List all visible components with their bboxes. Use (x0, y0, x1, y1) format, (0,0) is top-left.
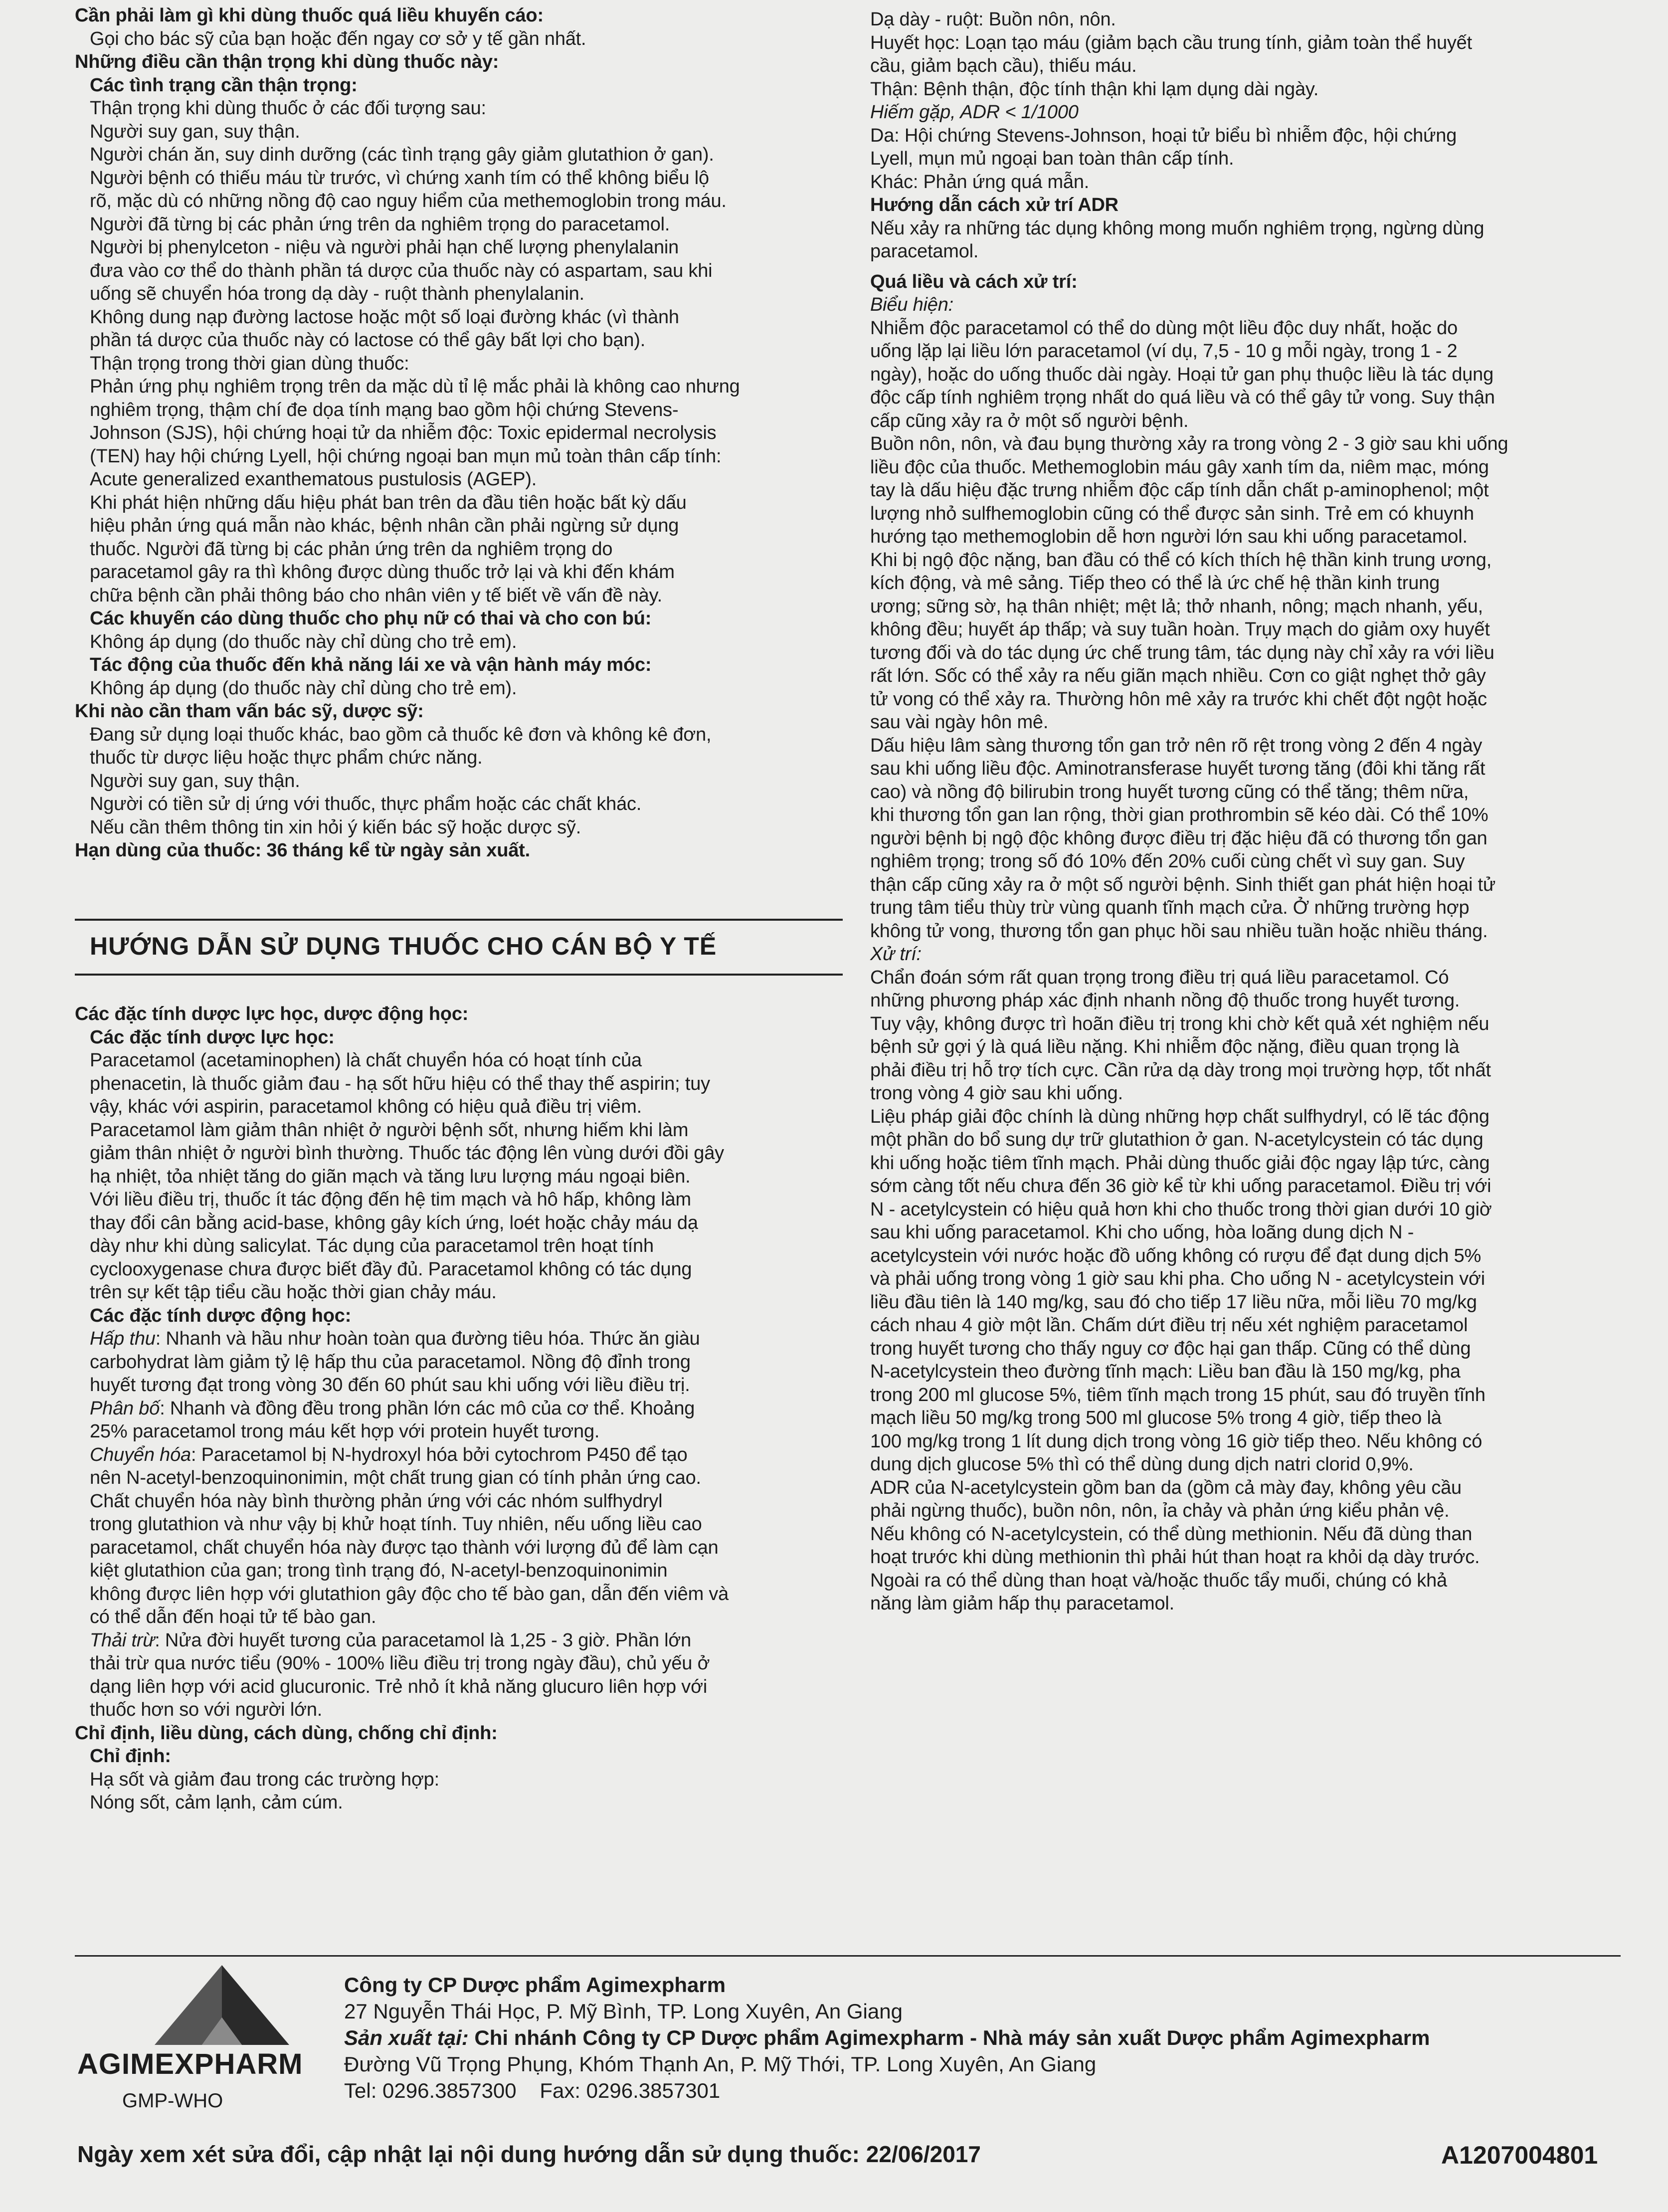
text-line: nghiêm trọng, thậm chí đe dọa tính mạng bao gồm hội chứng Stevens- (90, 399, 679, 420)
text-line (75, 1397, 695, 1420)
text-line: nghiêm trọng; trong số đó 10% đến 20% cuối cùng chết vì suy gan. Suy (870, 851, 1465, 872)
section-rule-bottom (75, 974, 843, 976)
text-line: Xử trí: (870, 944, 922, 965)
company-name: Công ty CP Dược phẩm Agimexpharm (344, 1973, 726, 1997)
text-line: Nếu xảy ra những tác dụng không mong muốn nghiêm trọng, ngừng dùng (870, 217, 1484, 239)
text-line: ADR của N-acetylcystein gồm ban da (gồm cả mày đay, không yêu cầu (870, 1477, 1462, 1498)
text-line: phải điều trị hỗ trợ tích cực. Cần rửa dạ dày trong mọi trường hợp, tốt nhất (870, 1059, 1491, 1081)
text-line: sau khi uống paracetamol. Khi cho uống, hòa loãng dung dịch N - (870, 1222, 1414, 1243)
text-line: Nếu không có N-acetylcystein, có thể dùng methionin. Nếu đã dùng than (870, 1523, 1473, 1545)
text-line: sớm càng tốt nếu chưa đến 36 giờ kể từ khi uống paracetamol. Điều trị với (870, 1176, 1491, 1197)
subheading-lead: Thải trừ (90, 1629, 155, 1651)
text-line: những phương pháp xác định nhanh nồng độ thuốc trong huyết tương. (870, 990, 1460, 1011)
text-line: Thận: Bệnh thận, độc tính thận khi lạm dụng dài ngày. (870, 78, 1319, 100)
text-line: thay đổi cân bằng acid-base, không gây kích ứng, loét hoặc chảy máu dạ (90, 1212, 698, 1233)
text-line: bệnh sử gợi ý là quá liều nặng. Khi nhiễm độc nặng, điều quan trọng là (870, 1036, 1460, 1057)
text-line: trên sự kết tập tiểu cầu hoặc thời gian chảy máu. (90, 1282, 497, 1303)
text-line: Gọi cho bác sỹ của bạn hoặc đến ngay cơ sở y tế gần nhất. (90, 28, 586, 49)
text-line: tử vong có thể xảy ra. Thường hôn mê xảy ra trước khi chết đột ngột hoặc (870, 688, 1487, 710)
phone-fax: Tel: 0296.3857300 Fax: 0296.3857301 (344, 2079, 721, 2102)
text-line: có thể dẫn đến hoại tử tế bào gan. (90, 1607, 376, 1627)
text-line: người bệnh bị ngộ độc không được điều trị đặc hiệu đã có thương tổn gan (870, 827, 1487, 849)
text-line: N-acetylcystein theo đường tĩnh mạch: Liều ban đầu là 150 mg/kg, pha (870, 1361, 1461, 1382)
text-line: paracetamol, chất chuyển hóa này được tạo thành với lượng đủ để làm cạn (90, 1537, 719, 1558)
text-line: kích động, và mê sảng. Tiếp theo có thể là ức chế hệ thần kinh trung (870, 573, 1440, 594)
text-line: Buồn nôn, nôn, và đau bụng thường xảy ra trong vòng 2 - 3 giờ sau khi uống (870, 433, 1508, 454)
text-line: Huyết học: Loạn tạo máu (giảm bạch cầu trung tính, giảm toàn thể huyết (870, 32, 1472, 53)
text-line: Người suy gan, suy thận. (90, 770, 300, 792)
text-line: cyclooxygenase chưa được biết đầy đủ. Paracetamol không có tác dụng (90, 1258, 692, 1280)
text-line: thuốc hơn so với người lớn. (90, 1699, 323, 1720)
text-line: paracetamol gây ra thì không được dùng thuốc trở lại và khi đến khám (90, 562, 675, 583)
text-line: cao) và nồng độ bilirubin trong huyết tương cũng có thể tăng; thêm nữa, (870, 781, 1469, 803)
text-line: Johnson (SJS), hội chứng hoại tử da nhiễm độc: Toxic epidermal necrolysis (90, 422, 717, 443)
text-line: mạch liều 50 mg/kg trong 500 ml glucose 5% trong 4 giờ, tiếp theo là (870, 1408, 1442, 1428)
text-line: Tuy vậy, không được trì hoãn điều trị trong khi chờ kết quả xét nghiệm nếu (870, 1013, 1489, 1034)
text-line: dung dịch glucose 5% thì có thể dùng dung dịch natri clorid 0,9%. (870, 1454, 1414, 1475)
text-line: thuốc. Người đã từng bị các phản ứng trên da nghiêm trọng do (90, 538, 613, 560)
agimexpharm-logo-icon (150, 1963, 294, 2047)
text-line: Người chán ăn, suy dinh dưỡng (các tình trạng gây giảm glutathion ở gan). (90, 144, 714, 165)
text-line: cấp cũng xảy ra ở một số người bệnh. (870, 410, 1189, 431)
text-line: phải ngừng thuốc), buồn nôn, nôn, ỉa chảy và phản ứng kiểu phản vệ. (870, 1500, 1450, 1521)
text-line: Với liều điều trị, thuốc ít tác động đến hệ tim mạch và hô hấp, không làm (90, 1189, 691, 1210)
factory-address: Đường Vũ Trọng Phụng, Khóm Thạnh An, P. Mỹ Thới, TP. Long Xuyên, An Giang (344, 2052, 1097, 2076)
text-line: Quá liều và cách xử trí: (870, 271, 1078, 292)
text-line: uống lặp lại liều lớn paracetamol (ví dụ, 7,5 - 10 g mỗi ngày, trong 1 - 2 (870, 341, 1458, 362)
text-line: rất lớn. Sốc có thể xảy ra nếu giãn mạch nhiều. Cơn co giật nghẹt thở gây (870, 665, 1486, 686)
text-line: thận cấp cũng xảy ra ở một số người bệnh. Sinh thiết gan phát hiện hoại tử (870, 874, 1496, 895)
text-line: acetylcystein với nước hoặc đồ uống không có rượu để đạt dung dịch 5% (870, 1245, 1482, 1266)
text-line: Lyell, mụn mủ ngoại ban toàn thân cấp tính. (870, 148, 1234, 169)
text-line: Acute generalized exanthematous pustulosis (AGEP). (90, 469, 537, 490)
text-line: Liệu pháp giải độc chính là dùng những hợp chất sulfhydryl, có lẽ tác động (870, 1106, 1489, 1127)
subheading-lead: Chuyển hóa (90, 1444, 191, 1465)
text-line: Dạ dày - ruột: Buồn nôn, nôn. (870, 9, 1116, 30)
text-line: Chẩn đoán sớm rất quan trọng trong điều trị quá liều paracetamol. Có (870, 967, 1449, 988)
text-line: Cần phải làm gì khi dùng thuốc quá liều khuyến cáo: (75, 5, 544, 26)
text-line (75, 1443, 688, 1466)
text-line: phenacetin, là thuốc giảm đau - hạ sốt hữu hiệu có thể thay thế aspirin; tuy (90, 1073, 710, 1094)
brand-wordmark: AGIMEXPHARM (77, 2048, 303, 2080)
text-line: Người suy gan, suy thận. (90, 121, 300, 142)
text-line: Paracetamol (acetaminophen) là chất chuyển hóa có hoạt tính của (90, 1050, 642, 1071)
text-line: dày như khi dùng salicylat. Tác dụng của paracetamol trên hoạt tính (90, 1235, 654, 1256)
section-rule-top (75, 919, 843, 921)
text-line: Khác: Phản ứng quá mẫn. (870, 171, 1090, 193)
text-line: Người có tiền sử dị ứng với thuốc, thực phẩm hoặc các chất khác. (90, 794, 642, 814)
text-line: Ngoài ra có thể dùng than hoạt và/hoặc thuốc tẩy muối, chúng có khả (870, 1570, 1447, 1591)
text-line: Người đã từng bị các phản ứng trên da nghiêm trọng do paracetamol. (90, 213, 670, 235)
text-line: không đều; huyết áp thấp; và suy tuần hoàn. Trụy mạch do giảm oxy huyết (870, 619, 1490, 640)
text-line: Chất chuyển hóa này bình thường phản ứng với các nhóm sulfhydryl (90, 1490, 663, 1512)
text-line: 100 mg/kg trong 1 lít dung dịch trong vòng 16 giờ tiếp theo. Nếu không có (870, 1430, 1483, 1452)
revision-date: Ngày xem xét sửa đổi, cập nhật lại nội dung hướng dẫn sử dụng thuốc: 22/06/2017 (77, 2141, 981, 2167)
text-line: độc cấp tính nghiêm trọng nhất do quá liều và có thể gây tử vong. Suy thận (870, 387, 1495, 408)
text-line: Khi phát hiện những dấu hiệu phát ban trên da đầu tiên hoặc bất kỳ dấu (90, 492, 687, 513)
made-value: Chi nhánh Công ty CP Dược phẩm Agimexpharm - Nhà máy sản xuất Dược phẩm Agimexpharm (474, 2026, 1430, 2049)
text-line: (TEN) hay hội chứng Lyell, hội chứng ngoại ban mụn mủ toàn thân cấp tính: (90, 445, 722, 467)
text-line: cách nhau 4 giờ một lần. Chấm dứt điều trị nếu xét nghiệm paracetamol (870, 1315, 1468, 1336)
footer-rule (75, 1955, 1621, 1957)
text-line: rõ, mặc dù có những nồng độ cao nguy hiểm của methemoglobin trong máu. (90, 191, 727, 211)
text-line: Nếu cần thêm thông tin xin hỏi ý kiến bác sỹ hoặc dược sỹ. (90, 816, 581, 838)
text-line: Biểu hiện: (870, 294, 954, 315)
text-line: Các đặc tính dược lực học: (90, 1026, 335, 1048)
text-line: thải trừ qua nước tiểu (90% - 100% liều điều trị trong ngày đầu), chủ yếu ở (90, 1653, 710, 1674)
text-line: chữa bệnh cần phải thông báo cho nhân viên y tế biết về vấn đề này. (90, 585, 662, 606)
text-line: paracetamol. (870, 241, 979, 262)
text-line: trong glutathion và như vậy bị khử hoạt tính. Tuy nhiên, nếu uống liều cao (90, 1514, 702, 1535)
text-line: Người bị phenylceton - niệu và người phải hạn chế lượng phenylalanin (90, 237, 679, 258)
made-label: Sản xuất tại: (344, 2026, 469, 2049)
company-address: 27 Nguyễn Thái Học, P. Mỹ Bình, TP. Long Xuyên, An Giang (344, 2000, 903, 2023)
text-line: Phản ứng phụ nghiêm trọng trên da mặc dù tỉ lệ mắc phải là không cao nhưng (90, 376, 740, 397)
text-line: Chỉ định, liều dùng, cách dùng, chống chỉ định: (75, 1722, 498, 1744)
text-line: hoạt trước khi dùng methionin thì phải hút than hoạt ra khỏi dạ dày trước. (870, 1547, 1480, 1568)
text-line: nên N-acetyl-benzoquinonimin, một chất trung gian có tính phản ứng cao. (90, 1467, 701, 1488)
manufacturer-line (344, 2025, 1430, 2050)
text-line: trung tâm tiểu thùy trừ vùng quanh tĩnh mạch cửa. Ở những trường hợp (870, 897, 1470, 918)
text-line: cầu, giảm bạch cầu), thiếu máu. (870, 55, 1137, 76)
text-line: Da: Hội chứng Stevens-Johnson, hoại tử biểu bì nhiễm độc, hội chứng (870, 125, 1457, 146)
text-line: Hướng dẫn cách xử trí ADR (870, 195, 1118, 215)
text-line: Các khuyến cáo dùng thuốc cho phụ nữ có thai và cho con bú: (90, 608, 652, 629)
text-line: trong huyết tương cho thấy nguy cơ độc hại gan thấp. Cũng có thể dùng (870, 1338, 1471, 1359)
text-line: Dấu hiệu lâm sàng thương tổn gan trở nên rõ rệt trong vòng 2 đến 4 ngày (870, 735, 1483, 756)
text-line: trong 200 ml glucose 5%, tiêm tĩnh mạch trong 15 phút, sau đó truyền tĩnh (870, 1384, 1485, 1406)
section-title: HƯỚNG DẪN SỬ DỤNG THUỐC CHO CÁN BỘ Y TẾ (90, 932, 717, 960)
line-rest: : Nửa đời huyết tương của paracetamol là 1,25 - 3 giờ. Phần lớn (155, 1629, 692, 1651)
text-line: Thận trọng trong thời gian dùng thuốc: (90, 353, 409, 374)
text-line: thuốc từ dược liệu hoặc thực phẩm chức năng. (90, 747, 483, 768)
text-line: ương; sững sờ, hạ thân nhiệt; mệt lả; thở nhanh, nông; mạch nhanh, yếu, (870, 596, 1483, 617)
text-line: Hạ sốt và giảm đau trong các trường hợp: (90, 1769, 439, 1790)
text-line: không được liên hợp với glutathion gây độc cho tế bào gan, dẫn đến viêm và (90, 1583, 729, 1605)
text-line: Hiếm gặp, ADR < 1/1000 (870, 102, 1079, 123)
text-line: tương đối và do tác dụng ức chế trung tâm, tác dụng này chỉ xảy ra với liều (870, 642, 1494, 663)
text-line: kiệt glutathion của gan; trong tình trạng đó, N-acetyl-benzoquinonimin (90, 1560, 668, 1581)
text-line: hướng tạo methemoglobin dễ hơn người lớn sau khi uống paracetamol. (870, 526, 1468, 547)
text-line: vậy, khác với aspirin, paracetamol không có hiệu quả điều trị viêm. (90, 1096, 642, 1117)
text-line: huyết tương đạt trong vòng 30 đến 60 phút sau khi uống với liều điều trị. (90, 1375, 690, 1396)
document-code: A1207004801 (1441, 2141, 1598, 2169)
text-line: Hạn dùng của thuốc: 36 tháng kể từ ngày sản xuất. (75, 840, 530, 861)
text-line: Nhiễm độc paracetamol có thể do dùng một liều độc duy nhất, hoặc do (870, 317, 1458, 339)
text-line: trong vòng 4 giờ sau khi uống. (870, 1083, 1123, 1104)
text-line: ngày), hoặc do uống thuốc dài ngày. Hoại tử gan phụ thuộc liều là tác dụng (870, 364, 1494, 385)
text-line: sau khi uống liều độc. Aminotransferase huyết tương tăng (đôi khi tăng rất (870, 758, 1485, 779)
text-line: Không dung nạp đường lactose hoặc một số loại đường khác (vì thành (90, 306, 679, 328)
text-line: carbohydrat làm giảm tỷ lệ hấp thu của paracetamol. Nồng độ đỉnh trong (90, 1351, 691, 1373)
text-line: liều độc của thuốc. Methemoglobin máu gây xanh tím da, niêm mạc, móng (870, 456, 1489, 478)
text-line: Khi bị ngộ độc nặng, ban đầu có thể có kích thích hệ thần kinh trung ương, (870, 549, 1492, 571)
text-line: phần tá dược của thuốc này có lactose có thể gây bất lợi cho bạn). (90, 330, 646, 351)
text-line: Paracetamol làm giảm thân nhiệt ở người bệnh sốt, nhưng hiếm khi làm (90, 1119, 689, 1141)
text-line: một phần do bổ sung dự trữ glutathion ở gan. N-acetylcystein có tác dụng (870, 1129, 1483, 1150)
subheading-lead: Phân bố (90, 1398, 160, 1419)
text-line: Các đặc tính dược động học: (90, 1305, 352, 1326)
text-line: N - acetylcystein có hiệu quả hơn khi cho thuốc trong thời gian dưới 10 giờ (870, 1199, 1492, 1220)
text-line: dạng liên hợp với acid glucuronic. Trẻ nhỏ ít khả năng glucuro liên hợp với (90, 1676, 708, 1697)
text-line: lượng nhỏ sulfhemoglobin cũng có thể được sản sinh. Trẻ em có khuynh (870, 503, 1474, 524)
text-line: Thận trọng khi dùng thuốc ở các đối tượng sau: (90, 98, 486, 119)
text-line: Các đặc tính dược lực học, dược động học: (75, 1004, 469, 1024)
text-line: đưa vào cơ thể do thành phần tá dược của thuốc này có aspartam, sau khi (90, 260, 713, 281)
gmp-label: GMP-WHO (122, 2090, 223, 2112)
text-line: tay là dấu hiệu đặc trưng nhiễm độc cấp tính dẫn chất p-aminophenol; một (870, 480, 1489, 501)
text-line: Chỉ định: (90, 1746, 171, 1767)
text-line: hạ nhiệt, tỏa nhiệt tăng do giãn mạch và tăng lưu lượng máu ngoại biên. (90, 1166, 691, 1187)
text-line: liều đầu tiên là 140 mg/kg, sau đó cho tiếp 17 liều nữa, mỗi liều 70 mg/kg (870, 1291, 1477, 1313)
text-line: sau vài ngày hôn mê. (870, 712, 1049, 733)
text-line: năng làm giảm hấp thụ paracetamol. (870, 1593, 1175, 1614)
text-line: Không áp dụng (do thuốc này chỉ dùng cho trẻ em). (90, 677, 517, 699)
text-line: không tử vong, thương tổn gan phục hồi sau nhiều tuần hoặc nhiều tháng. (870, 920, 1488, 942)
text-line: Những điều cần thận trọng khi dùng thuốc này: (75, 51, 499, 72)
text-line: 25% paracetamol trong máu kết hợp với protein huyết tương. (90, 1421, 600, 1442)
text-line: Tác động của thuốc đến khả năng lái xe và vận hành máy móc: (90, 654, 652, 675)
text-line: Đang sử dụng loại thuốc khác, bao gồm cả thuốc kê đơn và không kê đơn, (90, 724, 712, 745)
text-line: Nóng sốt, cảm lạnh, cảm cúm. (90, 1792, 343, 1813)
line-rest: : Paracetamol bị N-hydroxyl hóa bởi cytochrom P450 để tạo (190, 1444, 688, 1465)
line-rest: : Nhanh và đồng đều trong phần lớn các mô của cơ thể. Khoảng (160, 1398, 695, 1419)
text-line: và phải uống trong vòng 1 giờ sau khi pha. Cho uống N - acetylcystein với (870, 1268, 1485, 1289)
text-line: Khi nào cần tham vấn bác sỹ, dược sỹ: (75, 701, 424, 722)
text-line: hiệu phản ứng quá mẫn nào khác, bệnh nhân cần phải ngừng sử dụng (90, 515, 679, 536)
text-line: khi thương tổn gan lan rộng, thời gian prothrombin sẽ kéo dài. Có thể 10% (870, 804, 1488, 825)
text-line: giảm thân nhiệt ở người bình thường. Thuốc tác động lên vùng dưới đồi gây (90, 1143, 724, 1164)
text-line (75, 1629, 691, 1652)
text-line (75, 1327, 700, 1350)
text-line: Không áp dụng (do thuốc này chỉ dùng cho trẻ em). (90, 631, 517, 652)
text-line: uống sẽ chuyển hóa trong dạ dày - ruột thành phenylalanin. (90, 283, 584, 304)
subheading-lead: Hấp thu (90, 1328, 156, 1349)
text-line: Các tình trạng cần thận trọng: (90, 74, 358, 96)
text-line: Người bệnh có thiếu máu từ trước, vì chứng xanh tím có thể không biểu lộ (90, 167, 709, 189)
line-rest: : Nhanh và hầu như hoàn toàn qua đường tiêu hóa. Thức ăn giàu (155, 1328, 700, 1349)
text-line: khi uống hoặc tiêm tĩnh mạch. Phải dùng thuốc giải độc ngay lập tức, càng (870, 1152, 1490, 1174)
